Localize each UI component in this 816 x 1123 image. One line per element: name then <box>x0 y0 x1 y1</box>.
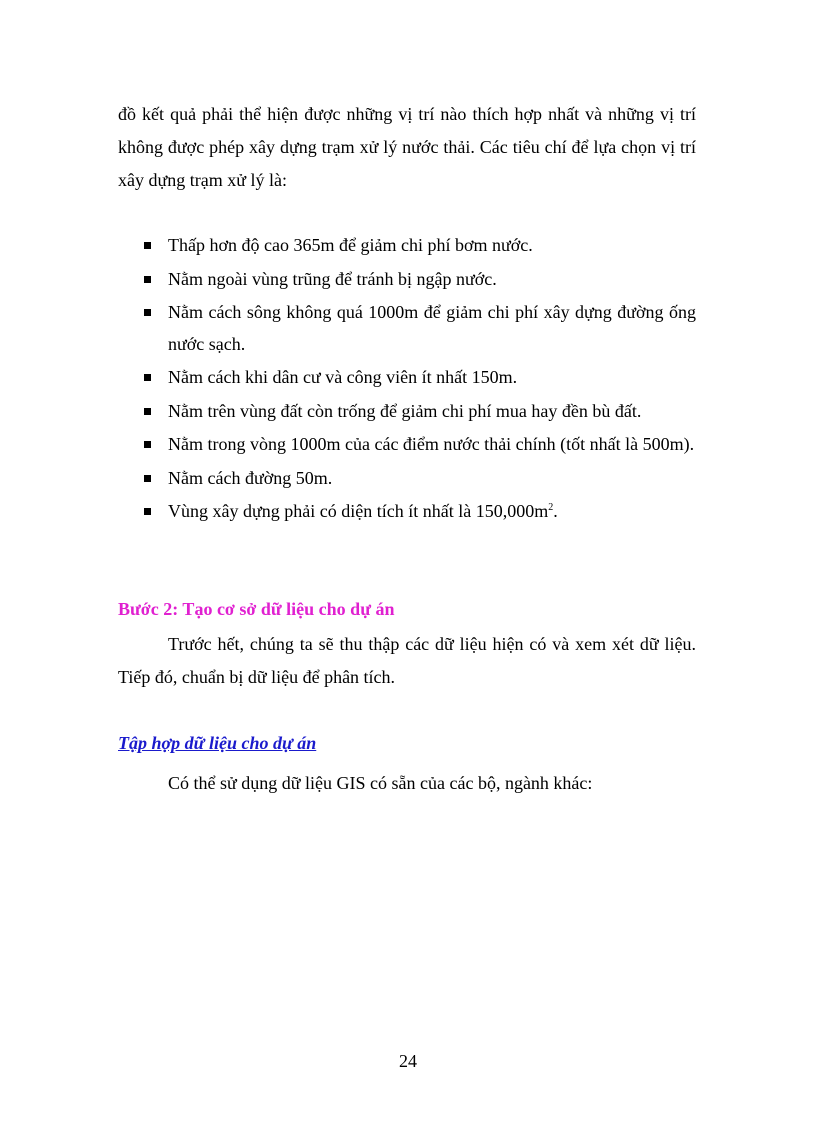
criteria-item <box>118 429 696 461</box>
criteria-text: Vùng xây dựng phải có diện tích ít nhất là 150,000m <box>168 501 549 521</box>
criteria-suffix: . <box>553 501 558 521</box>
criteria-text: Nằm trên vùng đất còn trống để giảm chi phí mua hay đền bù đất. <box>168 400 642 421</box>
criteria-list <box>118 230 696 530</box>
criteria-item <box>118 463 696 495</box>
bullet-icon <box>144 508 151 515</box>
bullet-icon <box>144 441 151 448</box>
criteria-text: Nằm cách đường 50m. <box>168 467 333 488</box>
criteria-text: Nằm trong vòng 1000m của các điểm nước thải chính (tốt nhất là 500m). <box>168 434 695 454</box>
criteria-item <box>118 230 696 262</box>
collect-data-heading[interactable]: Tập hợp dữ liệu cho dự án <box>118 733 317 753</box>
bullet-icon <box>144 309 151 316</box>
criteria-text: Thấp hơn độ cao 365m để giảm chi phí bơm nước. <box>168 235 533 255</box>
criteria-item <box>118 362 696 394</box>
criteria-item-area <box>118 496 696 528</box>
bullet-icon <box>144 276 151 283</box>
bullet-icon <box>144 408 151 415</box>
step2-paragraph: Trước hết, chúng ta sẽ thu thập các dữ liệu hiện có và xem xét dữ liệu. Tiếp đó, chuẩn bị dữ liệu để phân tích. <box>118 634 696 687</box>
criteria-text: Nằm cách khi dân cư và công viên ít nhất 150m. <box>168 367 518 387</box>
criteria-item <box>118 396 696 428</box>
criteria-text: Nằm cách sông không quá 1000m để giảm chi phí xây dựng đường ống nước sạch. <box>168 302 696 354</box>
page-number: 24 <box>399 1051 417 1071</box>
superscript-exponent: 2 <box>548 502 554 513</box>
criteria-item <box>118 264 696 296</box>
collect-data-paragraph: Có thể sử dụng dữ liệu GIS có sẵn của các bộ, ngành khác: <box>168 773 593 793</box>
bullet-icon <box>144 475 151 482</box>
step2-heading: Bước 2: Tạo cơ sở dữ liệu cho dự án <box>118 599 395 619</box>
bullet-icon <box>144 242 151 249</box>
intro-paragraph: đồ kết quả phải thể hiện được những vị trí nào thích hợp nhất và những vị trí không được phép xây dựng trạm xử lý nước thải. Các tiêu chí để lựa chọn vị trí xây dựng trạm xử lý là: <box>118 104 696 190</box>
criteria-text: Nằm ngoài vùng trũng để tránh bị ngập nước. <box>168 268 497 289</box>
bullet-icon <box>144 374 151 381</box>
criteria-item <box>118 297 696 360</box>
